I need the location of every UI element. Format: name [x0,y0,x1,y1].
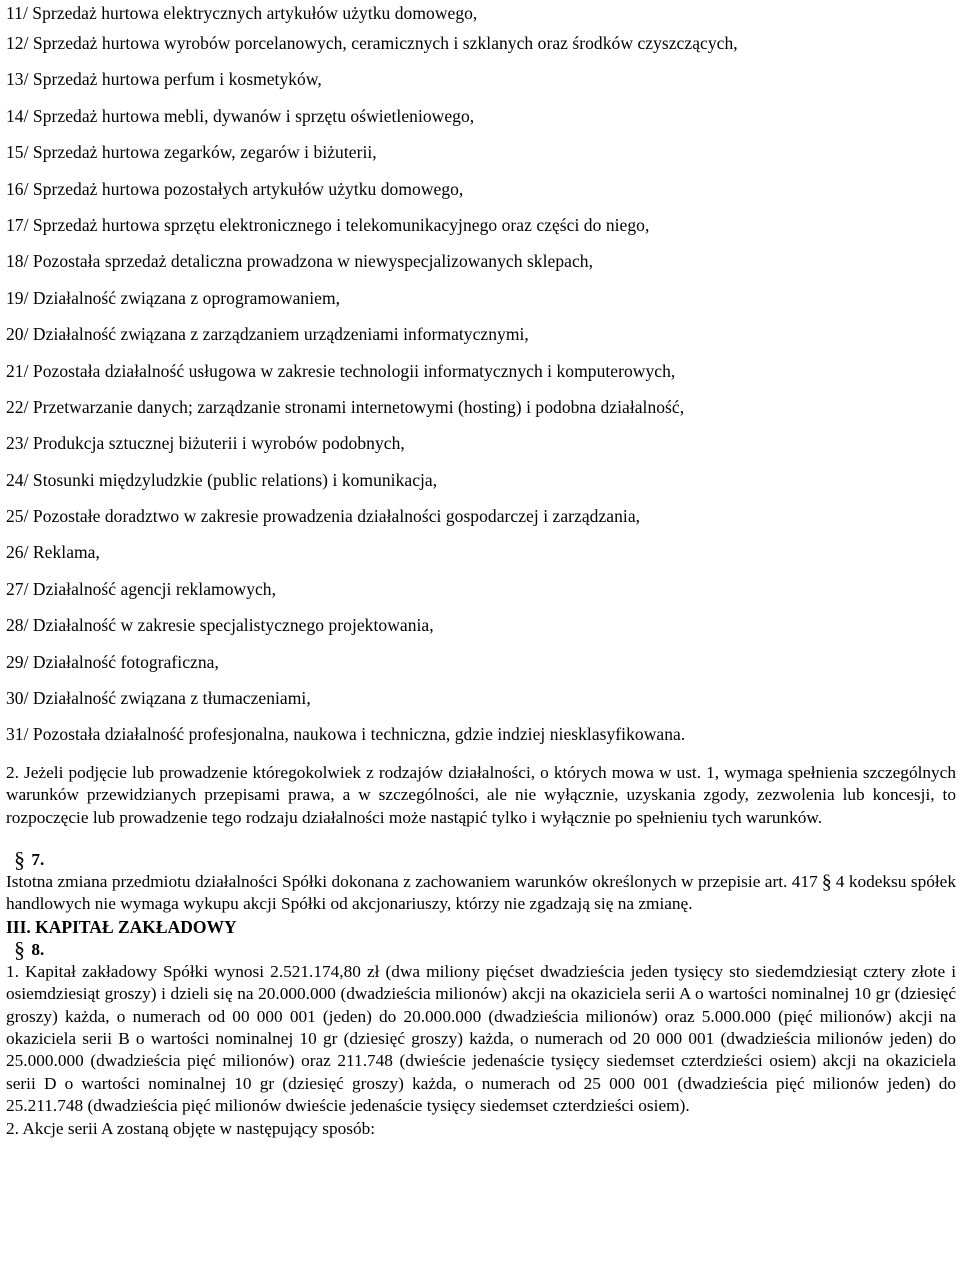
business-activity-list [6,0,956,758]
list-item: 22/ Przetwarzanie danych; zarządzanie stronami internetowymi (hosting) i podobna działalność, [6,396,685,417]
list-item: 24/ Stosunki międzyludzkie (public relations) i komunikacja, [6,469,438,490]
section-7-heading [6,849,956,871]
section-8-number: 8. [31,939,45,959]
inline-section-sign: § [821,871,832,894]
section-sign: § [14,847,25,873]
list-item: 30/ Działalność związana z tłumaczeniami, [6,688,311,709]
section-7-text-after: 4 kodeksu spółek handlowych nie wymaga wykupu akcji Spółki od akcjonariuszy, którzy nie zgadzają się na zmianę. [6,872,956,914]
list-item: 14/ Sprzedaż hurtowa mebli, dywanów i sprzętu oświetleniowego, [6,105,475,126]
list-item: 15/ Sprzedaż hurtowa zegarków, zegarów i biżuterii, [6,142,377,163]
list-item: 19/ Działalność związana z oprogramowaniem, [6,287,341,308]
section-8-paragraph-2: 2. Akcje serii A zostaną objęte w następujący sposób: [6,1118,376,1138]
list-item: 31/ Pozostała działalność profesjonalna, naukowa i techniczna, gdzie indziej niesklasyfikowana. [6,724,686,745]
list-item: 29/ Działalność fotograficzna, [6,651,219,672]
list-item: 28/ Działalność w zakresie specjalistycznego projektowania, [6,615,434,636]
section-7-text [6,871,956,916]
list-item: 16/ Sprzedaż hurtowa pozostałych artykułów użytku domowego, [6,178,464,199]
list-item: 12/ Sprzedaż hurtowa wyrobów porcelanowych, ceramicznych i szklanych oraz środków czyszczących, [6,33,738,53]
list-item: 21/ Pozostała działalność usługowa w zakresie technologii informatycznych i komputerowych, [6,360,676,381]
section-8-heading [6,936,956,962]
chapter-heading: III. KAPITAŁ ZAKŁADOWY [6,916,237,937]
list-item: 27/ Działalność agencji reklamowych, [6,578,277,599]
section-7-text-before: Istotna zmiana przedmiotu działalności Spółki dokonana z zachowaniem warunków określonych w przepisie art. 417 [6,872,818,892]
spacer [6,829,956,849]
list-item: 11/ Sprzedaż hurtowa elektrycznych artykułów użytku domowego, [6,3,478,23]
list-item: 25/ Pozostałe doradztwo w zakresie prowadzenia działalności gospodarczej i zarządzania, [6,506,641,527]
document-page [6,0,956,1140]
paragraph-2-conditions: 2. Jeżeli podjęcie lub prowadzenie któregokolwiek z rodzajów działalności, o których mowa w ust. 1, wymaga spełnienia szczególnych warunków przewidzianych przepisami prawa, a w szczególności, ale nie wyłącznie, uzyskania zgody, zezwolenia lub koncesji, to rozpoczęcie lub prowadzenie tego rodzaju działalności może nastąpić tylko i wyłącznie po spełnieniu tych warunków. [6,762,956,827]
list-item: 20/ Działalność związana z zarządzaniem urządzeniami informatycznymi, [6,324,529,345]
section-7-number: 7. [31,850,45,870]
list-item: 26/ Reklama, [6,542,100,563]
list-item: 23/ Produkcja sztucznej biżuterii i wyrobów podobnych, [6,433,405,454]
list-item: 17/ Sprzedaż hurtowa sprzętu elektronicznego i telekomunikacyjnego oraz części do niego, [6,214,650,235]
section-sign: § [14,936,25,962]
list-item: 13/ Sprzedaż hurtowa perfum i kosmetyków, [6,69,322,90]
section-8-paragraph-1: 1. Kapitał zakładowy Spółki wynosi 2.521.174,80 zł (dwa miliony pięćset dwadzieścia jeden tysięcy sto siedemdziesiąt cztery złote i osiemdziesiąt groszy) i dzieli się na 20.000.000 (dwadzieścia milionów) akcji na okaziciela serii A o wartości nominalnej 10 gr (dziesięć groszy) każda, o numerach od 00 000 001 (jeden) do 20.000.000 (dwadzieścia milionów) oraz 5.000.000 (pięć milionów) akcji na okaziciela serii B o wartości nominalnej 10 gr (dziesięć groszy) każda, o numerach od 20 000 001 (dwadzieścia milionów jeden) do 25.000.000 (dwadzieścia pięć milionów) oraz 211.748 (dwieście jedenaście tysięcy siedemset czterdzieści osiem) akcji na okaziciela serii D o wartości nominalnej 10 gr (dziesięć groszy) każda, o numerach od 25 000 001 (dwadzieścia pięć milionów jeden) do 25.211.748 (dwadzieścia pięć milionów dwieście jedenaście tysięcy siedemset czterdzieści osiem). [6,961,956,1116]
list-item: 18/ Pozostała sprzedaż detaliczna prowadzona w niewyspecjalizowanych sklepach, [6,251,593,272]
